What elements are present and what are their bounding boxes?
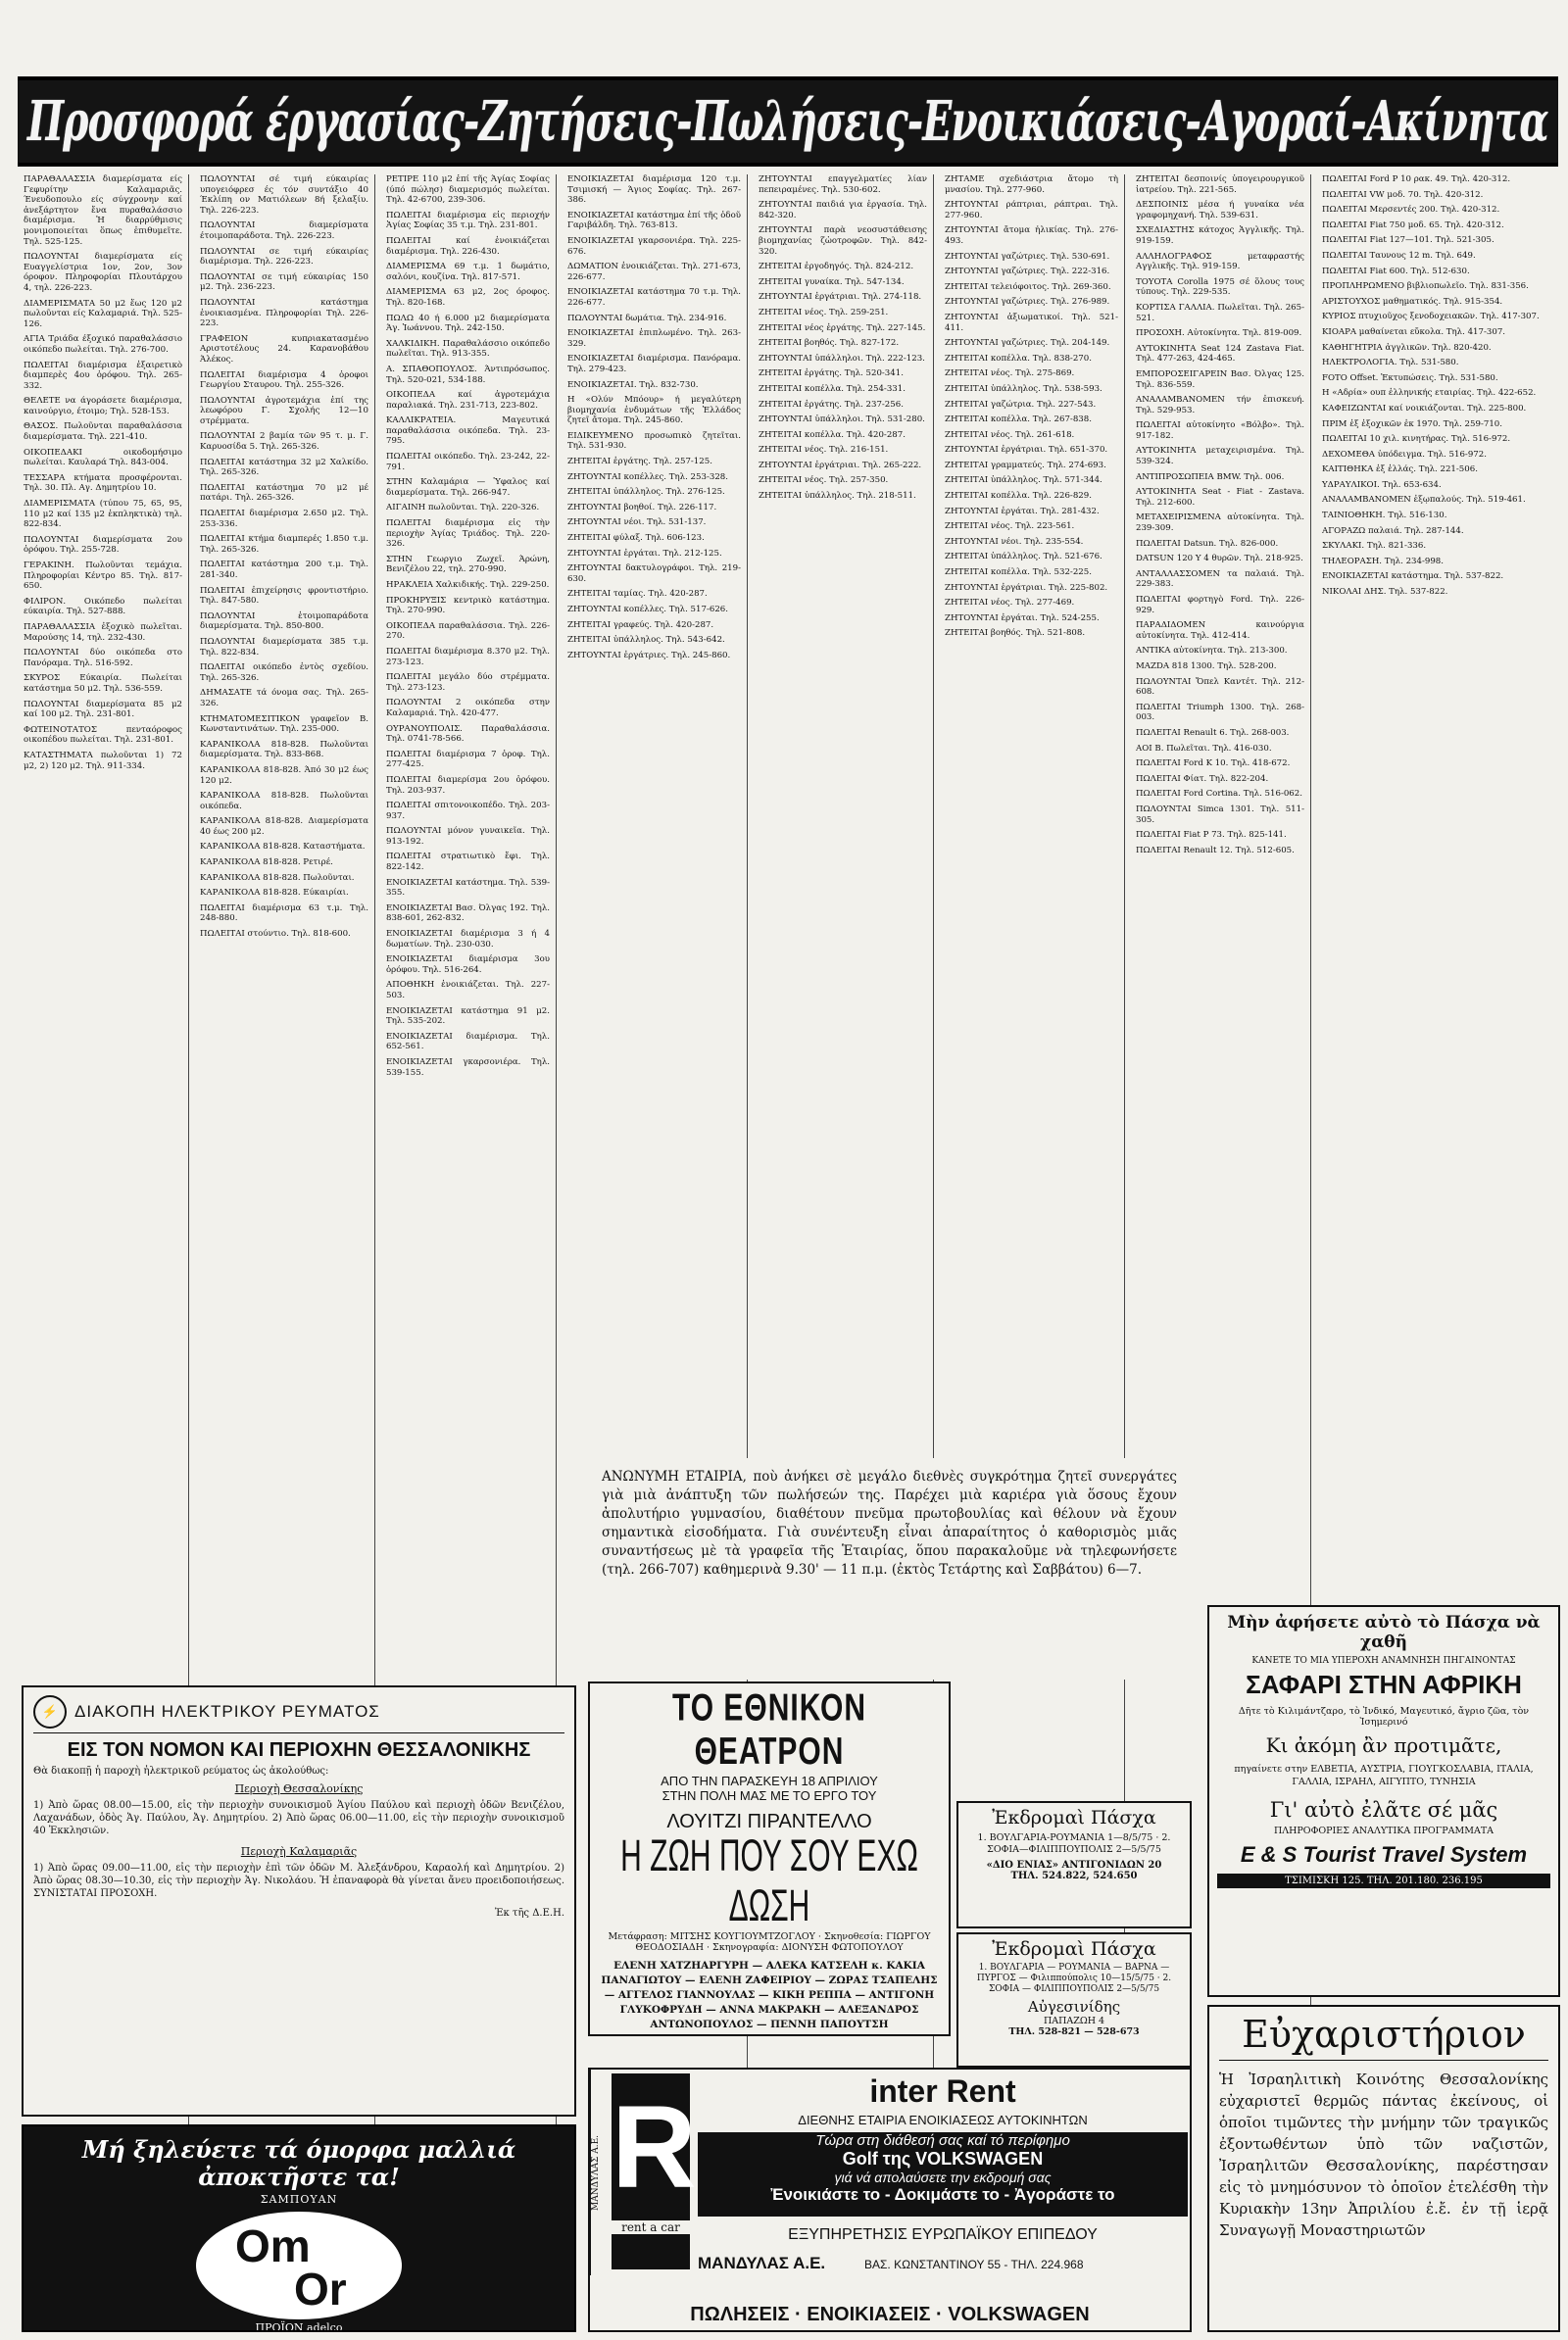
classified-ad: ΠΩΛΕΙΤΑΙ Fiat 127—101. Τηλ. 521-305. [1322, 235, 1494, 246]
power-cut-notice [22, 1685, 576, 2117]
classified-ad: ΚΑΡΑΝΙΚΟΛΑ 818-828. Εύκαιρίαι. [200, 888, 349, 899]
classified-ad: ΤΗΛΕΟΡΑΣΗ. Τηλ. 234-998. [1322, 556, 1445, 566]
safari-text-3: πηγαίνετε στην ΕΛΒΕΤΙΑ, ΑΥΣΤΡΙΑ, ΓΙΟΥΓΚΟΣΛΑΒΙΑ, ΙΤΑΛΙΑ, ΓΑΛΛΙΑ, ΙΣΡΑΗΛ, ΑΙΓΥΠΤΟ, ΤΥΝΗΣΙΑ [1234, 1764, 1534, 1787]
classified-ad: ΖΗΤΟΥΝΤΑΙ ἐργάτριαι. Τηλ. 265-222. [759, 460, 922, 470]
classified-ad: ΥΔΡΑΥΛΙΚΟΙ. Τηλ. 653-634. [1322, 479, 1442, 490]
classified-ad: ΚΑΡΑΝΙΚΟΛΑ 818-828. Ρετιρέ. [200, 857, 333, 868]
safari-contact-text: ΤΣΙΜΙΣΚΗ 125. ΤΗΛ. 201.180. 236.195 [1285, 1876, 1483, 1886]
classified-ad: ΖΗΤΟΥΝΤΑΙ κοπέλλες. Τηλ. 517-626. [567, 605, 728, 614]
classified-ad: ΔΗΜΑΣΑΤΕ τά όνομα σας. Τηλ. 265-326. [200, 688, 368, 708]
thanks-body: Ἡ Ἰσραηλιτικὴ Κοινότης Θεσσαλονίκης εὐχαριστεῖ θερμῶς πάντας ἐκείνους, οἱ ὁποῖοι τιμῶντες τὴν μνήμην τῶν τραγικῶς ἐξοντωθέντων ὑπὸ τῶν ναζιστῶν, Ἰσραηλιτῶν Θεσσαλονίκης, παρέστησαν εἰς τὸ μνημόσυνον τὸ ὁποῖον ἐτελέσθη τὴν Κυριακὴν 13ην Ἀπριλίου ἐ.ἔ. ἐν τῇ ἱερᾷ Συναγωγῇ Μοναστηριωτῶν [1219, 2071, 1548, 2239]
classified-ad: ΠΩΛΕΙΤΑΙ σπιτονοικοπέδο. Τηλ. 203-937. [386, 801, 550, 821]
safari-travel-ad [1207, 1605, 1560, 1997]
classified-ad: ΖΗΤΕΙΤΑΙ βοηθός. Τηλ. 827-172. [759, 338, 900, 349]
classified-ad: ΕΝΟΙΚΙΑΖΕΤΑΙ διαμέρισμα. Τηλ. 652-561. [386, 1031, 550, 1052]
notice-area-2: Περιοχὴ Καλαμαριᾶς [240, 1845, 358, 1858]
classified-ad: ΖΗΤΟΥΝΤΑΙ ὑπάλληλοι. Τηλ. 222-123. [759, 353, 925, 364]
classified-ad: ΠΩΛΟΥΝΤΑΙ ἀγροτεμάχια ἐπί της λεωφόρου Γ. Σχολής 12—10 στρέμματα. [200, 395, 368, 426]
classified-ad: ΚΑΡΑΝΙΚΟΛΑ 818-828. Πωλοῦνται οικόπεδα. [200, 791, 368, 811]
excursions-ad-1 [956, 1801, 1192, 1928]
excursions-2-items: 1. ΒΟΥΛΓΑΡΙΑ — ΡΟΥΜΑΝΙΑ — ΒΑΡΝΑ — ΠΥΡΓΟΣ — Φιλιππούπολις 10—15/5/75 · 2. ΣΟΦΙΑ — ΦΙΛΙΠΠΟΥΠΟΛΙΣ 2—5/5/75 [976, 1963, 1172, 1994]
classified-ad: ΖΗΤΟΥΝΤΑΙ βοηθοί. Τηλ. 226-117. [567, 502, 717, 512]
classified-ad: ΟΥΡΑΝΟΥΠΟΛΙΣ. Παραθαλάσσια. Τηλ. 0741-78-566. [386, 723, 550, 745]
classified-ad: ΖΗΤΕΙΤΑΙ νέος. Τηλ. 261-618. [945, 429, 1075, 440]
classified-ad: ΕΝΟΙΚΙΑΖΕΤΑΙ διαμέρισμα 3ου ὀρόφου. Τηλ. 516-264. [386, 954, 550, 975]
omo-logo [196, 2212, 402, 2319]
classified-ad: ΖΗΤΟΥΝΤΑΙ ἄτομα ἡλικίας. Τηλ. 276-493. [945, 225, 1118, 246]
classified-ad: ΠΩΛΟΥΝΤΑΙ κατάστημα ἐνοικιασμένα. Πληροφορίαι Τηλ. 226-223. [200, 297, 368, 329]
classified-ad: ΖΗΤΟΥΝΤΑΙ κοπέλλες. Τηλ. 253-328. [567, 471, 728, 482]
classified-ad: ΡΕΤΙΡΕ 110 μ2 ἐπί τῆς Άγίας Σοφίας (ύπό πώλησ) διαμερισμός πωλείται. Τηλ. 42-6700, 239-306. [386, 174, 550, 206]
classified-ad: ΝΙΚΟΛΑΙ ΔΗΣ. Τηλ. 537-822. [1322, 587, 1448, 598]
classified-ad: ΠΩΛΕΙΤΑΙ διαμέρισμα ἐξαιρετικὸ διαμπερὲς 4ου ὀρόφου. Τηλ. 265-332. [24, 360, 182, 391]
classified-ad: ΠΩΛΕΙΤΑΙ Μερσεντές 200. Τηλ. 420-312. [1322, 205, 1500, 216]
classified-ad: ΖΗΤΕΙΤΑΙ ἐργάτης. Τηλ. 237-256. [759, 399, 904, 410]
classified-ad: ΣΧΕΔΙΑΣΤΗΣ κάτοχος Ἀγγλικῆς. Τηλ. 919-159. [1136, 225, 1304, 246]
classified-ad: ΕΝΟΙΚΙΑΖΕΤΑΙ κατάστημα 70 τ.μ. Τηλ. 226-677. [567, 287, 741, 308]
classified-ad: ΑΡΙΣΤΟΥΧΟΣ μαθηματικός. Τηλ. 915-354. [1322, 296, 1503, 307]
classified-ad: ΖΗΤΟΥΝΤΑΙ ἐργάτριες. Τηλ. 245-860. [567, 650, 731, 660]
interrent-line-5: ΕΞΥΠΗΡΕΤΗΣΙΣ ΕΥΡΩΠΑΪΚΟΥ ΕΠΙΠΕΔΟΥ [788, 2226, 1098, 2243]
interrent-sub: ΔΙΕΘΝΗΣ ΕΤΑΙΡΙΑ ΕΝΟΙΚΙΑΣΕΩΣ ΑΥΤΟΚΙΝΗΤΩΝ [798, 2113, 1088, 2127]
classified-ad: ΚΑΡΑΝΙΚΟΛΑ 818-828. Πωλοῦνται διαμερίσματα. Τηλ. 833-868. [200, 739, 368, 760]
classified-ad: ΖΗΤΕΙΤΑΙ ὑπάλληλος. Τηλ. 521-676. [945, 552, 1102, 562]
classified-ad: ΠΩΛΕΙΤΑΙ διαμέρισμα 2.650 μ2. Τηλ. 253-336. [200, 509, 368, 529]
excursions-ad-2 [956, 1932, 1192, 2068]
classified-ad: ΠΩΛΕΙΤΑΙ φορτηγὸ Ford. Τηλ. 226-929. [1136, 595, 1304, 615]
classified-ad: ΠΩΛΕΙΤΑΙ μεγάλο δύο στρέμματα. Τηλ. 273-123. [386, 672, 550, 693]
theatre-title: ΤΟ ΕΘΝΙΚΟΝ ΘΕΑΤΡΟΝ [671, 1686, 867, 1773]
classified-ad: ΣΚΥΛΑΚΙ. Τηλ. 821-336. [1322, 541, 1427, 552]
classified-ad: ΠΡΟΠΛΗΡΩΜΕΝΟ βιβλιοπωλεῖο. Τηλ. 831-356. [1322, 281, 1529, 292]
classified-ad: ΕΙΔΙΚΕΥΜΕΝΟ προσωπικὸ ζητεῖται. Τηλ. 531-930. [567, 430, 741, 452]
classified-ad: ΖΗΤΟΥΝΤΑΙ γαζώτριες. Τηλ. 276-989. [945, 297, 1110, 308]
classified-ad: ΠΩΛΟΥΝΤΑΙ 2 οικόπεδα στην Καλαμαριά. Τηλ. 420-477. [386, 698, 550, 718]
thanks-notice [1207, 2005, 1560, 2332]
classified-ad: ΠΩΛΕΙΤΑΙ καί ἐνοικιάζεται διαμέρισμα. Τηλ. 226-430. [386, 235, 550, 257]
classified-ad: ΠΩΛΕΙΤΑΙ Φίατ. Τηλ. 822-204. [1136, 773, 1269, 784]
classified-ad: ΑΥΤΟΚΙΝΗΤΑ μεταχειρισμένα. Τηλ. 539-324. [1136, 446, 1304, 467]
interrent-line-2: Golf της VOLKSWAGEN [842, 2149, 1044, 2169]
classified-ad: ΖΗΤΕΙΤΑΙ νέος. Τηλ. 259-251. [759, 307, 889, 317]
classified-ad: ΣΤΗΝ Γεωργιο Ζωχεῖ. Άρώνη, Βενιζέλου 22, τηλ. 270-990. [386, 554, 550, 575]
classified-ad: ΓΡΑΦΕΙΟΝ κυπριακατασμένο Αριστοτέλους 24. Καρανοβάθου Άλέκος. [200, 333, 368, 365]
classified-ad: ΠΩΛΕΙΤΑΙ διαμέρισμα 63 τ.μ. Τηλ. 248-880. [200, 902, 368, 924]
classified-ad: ΠΩΛΕΙΤΑΙ στούντιο. Τηλ. 818-600. [200, 929, 351, 940]
classified-ad: ΠΩΛΕΙΤΑΙ κατάστημα 200 τ.μ. Τηλ. 281-340. [200, 560, 368, 580]
classified-ad: ΠΩΛΕΙΤΑΙ Fiat 600. Τηλ. 512-630. [1322, 266, 1470, 276]
classified-ad: ΠΡΙΜ ἐξ ἐξοχικῶν ἐκ 1970. Τηλ. 259-710. [1322, 418, 1502, 429]
classified-ad: ΚΥΡΙΟΣ πτυχιοῦχος ξενοδοχειακῶν. Τηλ. 417-307. [1322, 312, 1540, 322]
classified-ad: ΖΗΤΕΙΤΑΙ ὑπάλληλος. Τηλ. 571-344. [945, 475, 1102, 486]
classified-ad: ΘΑΣΟΣ. Πωλοῦνται παραθαλάσσια διαμερίσματα. Τηλ. 221-410. [24, 421, 182, 443]
classified-ad: ΠΩΛΕΙΤΑΙ 10 χιλ. κινητήρας. Τηλ. 516-972. [1322, 434, 1511, 445]
classified-ad: ΖΗΤΕΙΤΑΙ γυναίκα. Τηλ. 547-134. [759, 276, 905, 287]
classified-ad: ΦΙΛΙΡΟΝ. Οικόπεδο πωλείται εύκαιρία. Τηλ. 527-888. [24, 596, 182, 617]
classified-ad: ΖΗΤΕΙΤΑΙ τελειόφοιτος. Τηλ. 269-360. [945, 281, 1111, 292]
classified-ad: ΑΙΓΑΙΝΗ πωλοῦνται. Τηλ. 220-326. [386, 503, 540, 513]
classified-ad: ΖΗΤΑΜΕ σχεδιάστρια ἄτομο τὴ μνασίου. Τηλ. 277-960. [945, 174, 1118, 195]
company-recruitment-notice [588, 1458, 1191, 1680]
classified-ad: ΠΩΛΕΙΤΑΙ διαμέρισμα εἰς τὴν περιοχὴν Ἁγίας Τριάδος. Τηλ. 220-326. [386, 518, 550, 550]
classified-ad: ΖΗΤΕΙΤΑΙ ἐργοδηγός. Τηλ. 824-212. [759, 262, 914, 272]
safari-text-4: Γι' αὐτὸ ἐλᾶτε σέ μᾶς [1269, 1798, 1498, 1822]
interrent-logo [612, 2073, 697, 2269]
classified-ad: ΖΗΤΕΙΤΑΙ φύλαξ. Τηλ. 606-123. [567, 533, 705, 544]
interrent-line-1: Τώρα στη διάθεσή σας καί τό περίφημο [815, 2132, 1070, 2149]
classified-ad: ΑΝΤΙΚΑ αὐτοκίνητα. Τηλ. 213-300. [1136, 646, 1288, 657]
classified-ad: ΖΗΤΟΥΝΤΑΙ ὑπάλληλοι. Τηλ. 531-280. [759, 414, 925, 425]
notice-text-1: 1) Ἀπὸ ὥρας 08.00—15.00, εἰς τὴν περιοχὴν συνοικισμοῦ Ἁγίου Παύλου καὶ περιοχὴ ὁδῶν Βενιζέλου, Λαχανάδων, ὁδὸς Ἁγ. Παύλου, Ἀγ. Δημητρίου. 2) Ἀπὸ ὥρας 06.00—11.00, εἰς τὴν περιοχὴν συνοικισμοῦ 40 Ἐκκλησιῶν. [33, 1800, 564, 1836]
classified-ad: ΠΩΛΕΙΤΑΙ κτήμα διαμπερές 1.850 τ.μ. Τηλ. 265-326. [200, 534, 368, 555]
notice-intro: Θὰ διακοπῇ ἡ παροχὴ ἠλεκτρικοῦ ρεύματος ὡς ἀκολούθως: [33, 1766, 329, 1777]
classified-ad: ΠΩΛΕΙΤΑΙ διαμέρισμα 8.370 μ2. Τηλ. 273-123. [386, 646, 550, 667]
classified-ad: ΚΑΘΗΓΗΤΡΙΑ ἀγγλικῶν. Τηλ. 820-420. [1322, 342, 1492, 353]
classified-ad: ΖΗΤΟΥΝΤΑΙ ἑργάτριαι. Τηλ. 274-118. [759, 292, 922, 303]
classified-ad: ΖΗΤΕΙΤΑΙ δεσποινίς ὑπογειρουργικοῦ ἰατρείου. Τηλ. 221-565. [1136, 174, 1304, 195]
classified-ad: ΕΝΟΙΚΙΑΖΕΤΑΙ κατάστημα 91 μ2. Τηλ. 535-202. [386, 1005, 550, 1027]
classified-ad: ΑΥΤΟΚΙΝΗΤΑ Seat - Fiat - Zastava. Τηλ. 212-600. [1136, 487, 1304, 508]
classified-ad: ΖΗΤΟΥΝΤΑΙ ράπτριαι, ράπτραι. Τηλ. 277-960. [945, 200, 1118, 220]
classified-ad: ΖΗΤΕΙΤΑΙ ὑπάλληλος. Τηλ. 538-593. [945, 383, 1102, 394]
classified-ad: ΠΡΟΣΟΧΗ. Αὐτοκίνητα. Τηλ. 819-009. [1136, 328, 1302, 339]
classified-ad: ΕΝΟΙΚΙΑΖΕΤΑΙ κατάστημα. Τηλ. 537-822. [1322, 571, 1504, 582]
interrent-company: ΜΑΝΔΥΛΑΣ Α.Ε. [698, 2254, 826, 2272]
classified-ad: ΠΩΛΟΥΝΤΑΙ Simca 1301. Τηλ. 511-305. [1136, 804, 1304, 825]
classified-ad: ΔΩΜΑΤΙΟΝ ἐνοικιάζεται. Τηλ. 271-673, 226-677. [567, 262, 741, 282]
classified-ad: ΠΩΛΕΙΤΑΙ διαμέρισμα 4 ὀροφοι Γεωργίου Σταυρου. Τηλ. 255-326. [200, 369, 368, 391]
safari-contact [1217, 1874, 1550, 1888]
classified-ad: ΚΑΡΑΝΙΚΟΛΑ 818-828. Διαμερίσματα 40 έως 200 μ2. [200, 816, 368, 837]
classified-ad: ΖΗΤΟΥΝΤΑΙ γαζώτριες. Τηλ. 204-149. [945, 338, 1110, 349]
safari-headline: Μὴν ἀφήσετε αὐτὸ τὸ Πάσχα νὰ χαθῆ [1227, 1613, 1541, 1652]
classified-ad: ΟΙΚΟΠΕΔΑ παραθαλάσσια. Τηλ. 226-270. [386, 620, 550, 642]
classified-ad: ΓΕΡΑΚΙΝΗ. Πωλοῦνται τεμάχια. Πληροφορίαι Κέντρο 85. Τηλ. 817-650. [24, 561, 182, 592]
classified-ad: ΖΗΤΟΥΝΤΑΙ ἐργάται. Τηλ. 524-255. [945, 612, 1100, 623]
classified-ad: ΠΑΡΑΔΙΔΟΜΕΝ καινούργια αὐτοκίνητα. Τηλ. 412-414. [1136, 620, 1304, 641]
classified-ad: ΠΩΛΕΙΤΑΙ Renault 12. Τηλ. 512-605. [1136, 845, 1295, 855]
excursions-1-agency: «ΔΙΟ ΕΝΙΑΣ» ΑΝΤΙΓΟΝΙΔΩΝ 20 [986, 1860, 1162, 1871]
classified-ad: ΠΩΛΟΥΝΤΑΙ σέ τιμή εύκαιρίας υπογειόφρεσ ές τόν συντάξιο 40 Έκλίπη ον Ματιόλεων 8ή ξελαξίυ. Τηλ. 226-223. [200, 174, 368, 216]
classified-ad: ΑΓΟΡΑΖΩ παλαιά. Τηλ. 287-144. [1322, 525, 1464, 536]
classified-ad: ΣΤΗΝ Καλαμάρια — Ὑφαλος καί διαμερίσματα. Τηλ. 266-947. [386, 477, 550, 498]
deh-logo-icon: ⚡ [33, 1695, 67, 1729]
classified-ad: ΖΗΤΕΙΤΑΙ κοπέλλα. Τηλ. 420-287. [759, 429, 906, 440]
classified-ad: ΕΝΟΙΚΙΑΖΕΤΑΙ κατάστημα. Τηλ. 539-355. [386, 877, 550, 899]
classified-ad: ΟΙΚΟΠΕΔΑΚΙ οικοδομήσιμο πωλείται. Καυλαρά Τηλ. 843-004. [24, 447, 182, 468]
classified-ad: ΖΗΤΕΙΤΑΙ κοπέλλα. Τηλ. 838-270. [945, 353, 1092, 364]
classified-ad: ΚΙΟΑΡΑ μαθαίνεται εὔκολα. Τηλ. 417-307. [1322, 326, 1506, 337]
classified-ad: ΠΩΛΟΥΝΤΑΙ διαμερίσματα έτοιμοπαράδοτα. Τηλ. 226-223. [200, 220, 368, 241]
classified-ad: ΖΗΤΟΥΝΤΑΙ επαγγελματίες λίαν πεπειραμένες. Τηλ. 530-602. [759, 174, 927, 195]
classified-ad: ΕΝΟΙΚΙΑΖΕΤΑΙ γκαρσονιέρα. Τηλ. 539-155. [386, 1056, 550, 1078]
classified-ad: ΕΝΟΙΚΙΑΖΕΤΑΙ Βασ. Όλγας 192. Τηλ. 838-601, 262-832. [386, 902, 550, 924]
classified-ad: ΖΗΤΟΥΝΤΑΙ δακτυλογράφοι. Τηλ. 219-630. [567, 563, 741, 584]
excursions-1-title: Ἐκδρομαὶ Πάσχα [992, 1807, 1156, 1828]
classified-ad: ΠΩΛΕΙΤΑΙ αὐτοκίνητο «Βόλβο». Τηλ. 917-182. [1136, 420, 1304, 441]
classified-ad: ΕΜΠΟΡΟΣΕΙΓΑΡΕΙΝ Βασ. Όλγας 125. Τηλ. 836-559. [1136, 368, 1304, 390]
theatre-line-1: ΑΠΟ ΤΗΝ ΠΑΡΑΣΚΕΥΗ 18 ΑΠΡΙΛΙΟΥ [661, 1774, 878, 1788]
interrent-side-label: ΜΑΝΔΥΛΑΣ Α.Ε. [590, 2070, 609, 2275]
classified-ad: MAZDA 818 1300. Τηλ. 528-200. [1136, 660, 1277, 671]
classified-ad: ΔΙΑΜΕΡΙΣΜΑΤΑ (τύπου 75, 65, 95, 110 μ2 καί 135 μ2 ἐκπληκτικὰ) τηλ. 822-834. [24, 499, 182, 530]
classified-ad: ΠΩΛΟΥΝΤΑΙ σε τιμή εύκαιρίας 150 μ2. Τηλ. 236-223. [200, 271, 368, 293]
classified-ad: ΔΕΣΠΟΙΝΙΣ μέσα ή γυναίκα νέα γραφομηχανή. Τηλ. 539-631. [1136, 200, 1304, 220]
classified-ad: ΠΩΛΕΙΤΑΙ Ford Cortina. Τηλ. 516-062. [1136, 789, 1302, 800]
classified-ad: ΗΛΕΚΤΡΟΛΟΓΙΑ. Τηλ. 531-580. [1322, 358, 1459, 368]
classified-ad: ΠΡΟΚΗΡΥΞΙΣ κεντρικὸ κατάστημα. Τηλ. 270-990. [386, 595, 550, 616]
classified-ad: ΗΡΑΚΛΕΙΑ Χαλκιδικής. Τηλ. 229-250. [386, 580, 550, 590]
classified-ad: ΤΕΣΣΑΡΑ κτήματα προσφέρονται. Τηλ. 30. Πλ. Αγ. Δημητρίου 10. [24, 472, 182, 494]
classified-ad: ΖΗΤΟΥΝΤΑΙ παρὰ νεοσυστάθεισης βιομηχανίας ζὠοτροφῶν. Τηλ. 842-320. [759, 225, 927, 257]
interrent-offer [698, 2132, 1188, 2217]
classified-ad: ΠΩΛΟΥΝΤΑΙ μόνον γυναικεῖα. Τηλ. 913-192. [386, 826, 550, 847]
classified-ad: ΖΗΤΕΙΤΑΙ νέος ἐργάτης. Τηλ. 227-145. [759, 322, 926, 333]
classified-ad: ΕΝΟΙΚΙΑΖΕΤΑΙ διαμέρισμα 120 τ.μ. Τσιμισκή — Άγιος Σοφίας. Τηλ. 267-386. [567, 174, 741, 206]
classified-ad: ΖΗΤΕΙΤΑΙ ὑπάλληλος. Τηλ. 218-511. [759, 491, 916, 502]
classified-ad: ΖΗΤΕΙΤΑΙ κοπέλλα. Τηλ. 267-838. [945, 414, 1092, 425]
classified-ad: ΠΩΛΕΙΤΑΙ Ταυνους 12 m. Τηλ. 649. [1322, 250, 1476, 261]
interrent-brand: inter Rent [869, 2073, 1016, 2109]
classified-ad: DATSUN 120 Y 4 θυρῶν. Τηλ. 218-925. [1136, 554, 1303, 564]
theatre-author: ΛΟΥΙΤΖΙ ΠΙΡΑΝΤΕΛΛΟ [666, 1811, 872, 1832]
excursions-2-agency: Αὐγεσινίδης [1027, 1998, 1121, 2016]
classified-ad: ΠΩΛΕΙΤΑΙ διαμερίσμα 2ου ὀρόφου. Τηλ. 203-937. [386, 774, 550, 796]
classified-ad: ΠΩΛΕΙΤΑΙ VW μοδ. 70. Τηλ. 420-312. [1322, 189, 1484, 200]
classified-ad: ΖΗΤΕΙΤΑΙ κοπέλλα. Τηλ. 226-829. [945, 491, 1092, 502]
classified-ad: ΕΝΟΙΚΙΑΖΕΤΑΙ κατάστημα ἐπί τῆς ὁδοῦ Γαριβάλδη. Τηλ. 763-813. [567, 210, 741, 231]
classified-ad: ΕΝΟΙΚΙΑΖΕΤΑΙ. Τηλ. 832-730. [567, 379, 699, 390]
classified-ad: ΟΙΚΟΠΕΔΑ καί ἀγροτεμάχια παραλιακά. Τηλ. 231-713, 223-802. [386, 390, 550, 411]
interrent-address: ΒΑΣ. ΚΩΝΣΤΑΝΤΙΝΟΥ 55 - ΤΗΛ. 224.968 [864, 2258, 1084, 2271]
classified-ad: ΠΩΛΕΙΤΑΙ Triumph 1300. Τηλ. 268-003. [1136, 702, 1304, 723]
classified-ad: ΑΝΑΛΑΜΒΑΝΟΜΕΝ τήν ἐπισκευή. Τηλ. 529-953. [1136, 395, 1304, 415]
classified-ad: ΠΩΛΕΙΤΑΙ ἐπιχείρησις φροντιστήριο. Τηλ. 847-580. [200, 585, 368, 607]
classified-ad: ΖΗΤΕΙΤΑΙ κοπέλλα. Τηλ. 532-225. [945, 567, 1092, 578]
safari-text-5: ΠΛΗΡΟΦΟΡΙΕΣ ΑΝΑΛΥΤΙΚΑ ΠΡΟΓΡΑΜΜΑΤΑ [1273, 1826, 1494, 1836]
classified-ad: ΖΗΤΕΙΤΑΙ νέος. Τηλ. 216-151. [759, 445, 889, 456]
classified-ad: FOTO Offset. Ἐκτυπώσεις. Τηλ. 531-580. [1322, 372, 1498, 383]
classified-ad: ΑΠΟΘΗΚΗ ἐνοικιάζεται. Τηλ. 227-503. [386, 980, 550, 1000]
classified-ad: ΠΩΛΟΥΝΤΑΙ δωμάτια. Τηλ. 234-916. [567, 313, 727, 323]
classified-ad: ΑΥΤΟΚΙΝΗΤΑ Seat 124 Zastava Fiat. Τηλ. 477-263, 424-465. [1136, 343, 1304, 365]
notice-headline: ΕΙΣ ΤΟΝ ΝΟΜΟΝ ΚΑΙ ΠΕΡΙΟΧΗΝ ΘΕΣΣΑΛΟΝΙΚΗΣ [67, 1739, 531, 1761]
classified-ad: ΠΩΛΟΥΝΤΑΙ διαμερίσματα 2ου ὀρόφου. Τηλ. 255-728. [24, 534, 182, 556]
classified-ad: ΖΗΤΟΥΝΤΑΙ ἐργάται. Τηλ. 281-432. [945, 506, 1100, 516]
classified-ad: ΠΩΛΕΙΤΑΙ Fiat Ρ 73. Τηλ. 825-141. [1136, 830, 1287, 841]
classified-ad: ΠΩΛΟΥΝΤΑΙ διαμερίσματα είς Ευαγγελίστρια 1ον, 2ον, 3ον όροφον. Πληροφορίαι Πλουτάρχου 4, τηλ. 226-223. [24, 252, 182, 293]
classified-ad: ΔΙΑΜΕΡΙΣΜΑ 63 μ2, 2ος όροφος. Τηλ. 820-168. [386, 287, 550, 308]
classified-ad: ΑΓΙΑ Τριάδα έξοχικό παραθαλάσσιο οικόπεδο πωλείται. Τηλ. 276-700. [24, 334, 182, 355]
classified-ad: ΠΩΛΕΙΤΑΙ Datsun. Τηλ. 826-000. [1136, 538, 1279, 549]
section-banner [18, 76, 1558, 167]
classified-ad: ΠΩΛΟΥΝΤΑΙ δύο οικόπεδα στο Πανόραμα. Τηλ. 516-592. [24, 648, 182, 668]
classified-ad: ΖΗΤΟΥΝΤΑΙ ἀξιωματικοί. Τηλ. 521-411. [945, 312, 1118, 333]
theatre-credits: Μετάφραση: ΜΙΤΣΗΣ ΚΟΥΓΙΟΥΜΤΖΟΓΛΟΥ · Σκηνοθεσία: ΓΙΩΡΓΟΥ ΘΕΟΔΟΣΙΑΔΗ · Σκηνογραφία: ΔΙΟΝΥΣΗ ΦΩΤΟΠΟΥΛΟΥ [608, 1931, 931, 1953]
classified-ad: ΖΗΤΕΙΤΑΙ γραμματεύς. Τηλ. 274-693. [945, 460, 1106, 470]
classified-ad: ΚΑΦΕΙΖΩΝΤΑΙ καί νοικιάζονται. Τηλ. 225-800. [1322, 403, 1527, 414]
theatre-line-2: ΣΤΗΝ ΠΟΛΗ ΜΑΣ ΜΕ ΤΟ ΕΡΓΟ ΤΟΥ [662, 1788, 877, 1803]
banner-title: Προσφορά έργασίας-Ζητήσεις-Πωλήσεις-Ενοικιάσεις-Αγοραί-Ακίνητα [27, 89, 1548, 154]
interrent-tag: rent a car [612, 2220, 690, 2234]
safari-sub: ΚΑΝΕΤΕ ΤΟ ΜΙΑ ΥΠΕΡΟΧΗ ΑΝΑΜΝΗΣΗ ΠΗΓΑΙΝΟΝΤΑΣ [1251, 1656, 1516, 1666]
classified-ad: ΠΩΛΟΥΝΤΑΙ διαμερίσματα 85 μ2 καί 100 μ2. Τηλ. 231-801. [24, 699, 182, 720]
safari-text-2: Κι ἀκόμη ἂν προτιμᾶτε, [1265, 1733, 1502, 1757]
excursions-2-title: Ἐκδρομαὶ Πάσχα [992, 1938, 1156, 1960]
classified-ad: ΕΝΟΙΚΙΑΖΕΤΑΙ διαμέρισμα. Πανόραμα. Τηλ. 279-423. [567, 354, 741, 374]
classified-ad: ΠΩΛΩ 40 ή 6.000 μ2 διαμερίσματα Άγ. Ἰωάννου. Τηλ. 242-150. [386, 313, 550, 334]
classified-ad: ΧΑΛΚΙΔΙΚΗ. Παραθαλάσσιο οικόπεδο πωλεῖται. Τηλ. 913-355. [386, 338, 550, 360]
interrent-line-3: γιά νά απολαύσετε την εκδρομή σας [834, 2169, 1052, 2185]
classified-ad: ΜΕΤΑΧΕΙΡΙΣΜΕΝΑ αὐτοκίνητα. Τηλ. 239-309. [1136, 512, 1304, 534]
excursions-2-phone: ΤΗΛ. 528-821 — 528-673 [1008, 2026, 1140, 2037]
classified-ad: ΘΕΛΕΤΕ να άγοράσετε διαμέρισμα, καινούργιο, έτοιμο; Τηλ. 528-153. [24, 396, 182, 416]
classified-ad: ΚΑΡΑΝΙΚΟΛΑ 818-828. Άπό 30 μ2 έως 120 μ2. [200, 764, 368, 786]
safari-title: ΣΑΦΑΡΙ ΣΤΗΝ ΑΦΡΙΚΗ [1246, 1670, 1522, 1699]
classified-ad: ΕΝΟΙΚΙΑΖΕΤΑΙ ἐπιπλωμένο. Τηλ. 263-329. [567, 328, 741, 349]
classified-ad: ΖΗΤΕΙΤΑΙ νέος. Τηλ. 277-469. [945, 598, 1075, 609]
classified-ad: ΖΗΤΟΥΝΤΑΙ ἐργάται. Τηλ. 212-125. [567, 548, 722, 559]
classified-ad: ΤΟΥΟΤΑ Corolla 1975 σέ ὅλους τους τύπους. Τηλ. 229-535. [1136, 276, 1304, 298]
omo-brand-2: Or [294, 2264, 347, 2315]
classified-ad: Η «Αδρία» ουπ ἐλληνικής εταιρίας. Τηλ. 422-652. [1322, 388, 1537, 399]
classified-ad: ΕΝΟΙΚΙΑΖΕΤΑΙ διαμέρισμα 3 ή 4 δωματίων. Τηλ. 230-030. [386, 929, 550, 950]
classified-ad: ΖΗΤΕΙΤΑΙ ὑπάλληλος. Τηλ. 276-125. [567, 487, 725, 498]
classified-ad: ΖΗΤΕΙΤΑΙ γραφεύς. Τηλ. 420-287. [567, 619, 714, 630]
classified-ad: ΠΩΛΕΙΤΑΙ Renault 6. Τηλ. 268-003. [1136, 727, 1290, 738]
classified-ad: ΠΩΛΕΙΤΑΙ κατάστημα 32 μ2 Χαλκίδο. Τηλ. 265-326. [200, 457, 368, 478]
classified-ad: ΖΗΤΕΙΤΑΙ ὑπάλληλος. Τηλ. 543-642. [567, 635, 725, 646]
omo-brand-1: Om [235, 2220, 311, 2271]
classified-ad: Η «Ολύν Μπόουρ» ή μεγαλύτερη βιομηχανία ἐνδυμάτων τῆς Ἑλλάδος ζητεῖ ἄτομα. Τηλ. 245-860. [567, 395, 741, 426]
notice-org: ΔΙΑΚΟΠΗ ΗΛΕΚΤΡΙΚΟΥ ΡΕΥΜΑΤΟΣ [74, 1702, 380, 1721]
classified-ad: ΤΑΙΝΙΟΘΗΚΗ. Τηλ. 516-130. [1322, 511, 1447, 521]
safari-brand: E & S Tourist Travel System [1240, 1842, 1528, 1867]
classified-ad: ΔΙΑΜΕΡΙΣΜΑΤΑ 50 μ2 ἕως 120 μ2 πωλοῦνται είς Καλαμαριά. Τηλ. 525-126. [24, 298, 182, 329]
classified-ad: ΖΗΤΕΙΤΑΙ νέος. Τηλ. 223-561. [945, 521, 1075, 532]
classified-ad: ΠΩΛΟΥΝΤΑΙ Ὄπελ Καντέτ. Τηλ. 212-608. [1136, 676, 1304, 698]
classified-ad: ΖΗΤΟΥΝΤΑΙ γαζώτριες. Τηλ. 530-691. [945, 251, 1110, 262]
classified-ad: ΠΩΛΕΙΤΑΙ κατάστημα 70 μ2 μέ πατάρι. Τηλ. 265-326. [200, 482, 368, 504]
interrent-footer: ΠΩΛΗΣΕΙΣ · ΕΝΟΙΚΙΑΣΕΙΣ · VOLKSWAGEN [690, 2304, 1090, 2325]
classified-ad: ΑΟΙ Β. Πωλεῖται. Τηλ. 416-030. [1136, 743, 1272, 754]
theatre-cast: ΕΛΕΝΗ ΧΑΤΖΗΑΡΓΥΡΗ — ΑΛΕΚΑ ΚΑΤΣΕΛΗ κ. ΚΑΚΙΑ ΠΑΝΑΓΙΩΤΟΥ — ΕΛΕΝΗ ΖΑΦΕΙΡΙΟΥ — ΖΩΡΑΣ ΤΣΑΠΕΛΗΣ — ΑΓΓΕΛΟΣ ΓΙΑΝΝΟΥΛΑΣ — ΚΙΚΗ ΡΕΠΠΑ — ΑΝΤΙΓΟΝΗ ΓΛΥΚΟΦΡΥΔΗ — ΑΝΝΑ ΜΑΚΡΑΚΗ — ΑΛΕΞΑΝΔΡΟΣ ΑΝΤΩΝΟΠΟΥΛΟΣ — ΠΕΝΝΗ ΠΑΠΟΥΤΣΗ [601, 1960, 938, 2030]
classified-ad: ΖΗΤΟΥΝΤΑΙ ἐργάτριαι. Τηλ. 225-802. [945, 582, 1108, 593]
classified-ad: ΖΗΤΕΙΤΑΙ νέος. Τηλ. 257-350. [759, 475, 889, 486]
classified-ad: ΠΩΛΟΥΝΤΑΙ σε τιμή εύκαιρίας διαμέρισμα. Τηλ. 226-223. [200, 246, 368, 268]
classified-ad: ΕΝΟΙΚΙΑΖΕΤΑΙ γκαρσονιέρα. Τηλ. 225-676. [567, 235, 741, 257]
theatre-play: Η ΖΩΗ ΠΟΥ ΣΟΥ ΕΧΩ ΔΩΣΗ [620, 1832, 918, 1931]
classified-ad: ΑΝΤΑΛΛΑΣΣΟΜΕΝ τα παλαιά. Τηλ. 229-383. [1136, 568, 1304, 590]
safari-text-1: Δῆτε τὸ Κιλιμάντζαρο, τὸ Ἰνδικό, Μαγευτικό, ἄγριο ζῶα, τὸν Ἰσημερινό [1238, 1706, 1530, 1728]
classified-ad: ΖΗΤΟΥΝΤΑΙ νέοι. Τηλ. 531-137. [567, 517, 707, 528]
interrent-line-4: Ἐνοικιάστε το - Δοκιμάστε το - Ἀγοράστε το [770, 2185, 1115, 2204]
classified-ad: ΖΗΤΕΙΤΑΙ ταμίας. Τηλ. 420-287. [567, 589, 708, 600]
classified-ad: ΔΙΑΜΕΡΙΣΜΑ 69 τ.μ. 1 δωμάτιο, σαλόνι, κουζίνα. Τηλ. 817-571. [386, 262, 550, 282]
omo-shampoo-ad [22, 2124, 576, 2332]
classified-ad: ΠΩΛΕΙΤΑΙ Ford Ρ 10 ρακ. 49. Τηλ. 420-312. [1322, 174, 1511, 184]
excursions-1-items: 1. ΒΟΥΛΓΑΡΙΑ-ΡΟΥΜΑΝΙΑ 1—8/5/75 · 2. ΣΟΦΙΑ—ΦΙΛΙΠΠΟΥΠΟΛΙΣ 2—5/5/75 [977, 1832, 1171, 1855]
classified-ad: ΚΟΡΤΙΣΑ ΓΑΛΛΙΑ. Πωλεῖται. Τηλ. 265-521. [1136, 302, 1304, 323]
classified-ad: ΖΗΤΕΙΤΑΙ ἐργάτης. Τηλ. 520-341. [759, 368, 904, 379]
classified-ad: ΖΗΤΕΙΤΑΙ νέος. Τηλ. 275-869. [945, 368, 1075, 379]
classified-ad: ΚΑΡΑΝΙΚΟΛΑ 818-828. Καταστήματα. [200, 842, 366, 853]
classified-ad: ΠΩΛΕΙΤΑΙ οικόπεδο. Τηλ. 23-242, 22-791. [386, 452, 550, 472]
classified-ad: ΚΑΙΤΙΘΗΚΑ ἐξ ἐλλάς. Τηλ. 221-506. [1322, 464, 1478, 475]
classified-ad: ΖΗΤΕΙΤΑΙ ἐργάτης. Τηλ. 257-125. [567, 457, 712, 467]
classified-ad: ΔΕΧΟΜΕΘΑ ὑπόδειγμα. Τηλ. 516-972. [1322, 449, 1487, 460]
omo-product: ΣΑΜΠΟΥΑΝ [260, 2193, 338, 2206]
classified-ad: ΖΗΤΟΥΝΤΑΙ παιδιά για ἐργασία. Τηλ. 842-320. [759, 200, 927, 220]
classified-ad: ΖΗΤΟΥΝΤΑΙ νέοι. Τηλ. 235-554. [945, 536, 1084, 547]
classified-ad: ΑΝΤΙΠΡΟΣΩΠΕΙΑ BMW. Τηλ. 006. [1136, 471, 1285, 482]
classified-ad: ΣΚΥΡΟΣ Εύκαιρία. Πωλείται κατάστημα 50 μ2. Τηλ. 536-559. [24, 673, 182, 694]
classified-ad: ΠΩΛΕΙΤΑΙ Ford Κ 10. Τηλ. 418-672. [1136, 758, 1291, 769]
interrent-logo-letter: R [612, 2081, 697, 2213]
classified-ad: ΑΛΛΗΛΟΓΡΑΦΟΣ μεταφραστής Αγγλικῆς. Τηλ. 919-159. [1136, 251, 1304, 272]
notice-area-1: Περιοχὴ Θεσσαλονίκης [234, 1782, 364, 1795]
classified-ad: ΠΩΛΕΙΤΑΙ διαμέρισμα 7 ὀροφ. Τηλ. 277-425. [386, 749, 550, 770]
classified-ad: Α. ΣΠΑΘΟΠΟΥΛΟΣ. Άντιπρόσωπος. Τηλ. 520-021, 534-188. [386, 364, 550, 385]
thanks-title: Εὐχαριστήριον [1219, 2013, 1548, 2061]
classified-ad: ΖΗΤΟΥΝΤΑΙ ἐργάτριαι. Τηλ. 651-370. [945, 445, 1108, 456]
notice-text-2: 1) Ἀπὸ ὥρας 09.00—11.00, εἰς τὴν περιοχὴν ἐπὶ τῶν ὁδῶν Μ. Ἀλεξάνδρου, Καραολή καὶ Δημητρίου. 2) Ἀπὸ ὥρας 08.30—10.30, εἰς τὴν περιοχὴν Ἁγ. Νικολάου. Ἡ ἐπαναφορὰ θὰ γίνεται ἄνευ προειδοποιήσεως. ΣΥΝΙΣΤΑΤΑΙ ΠΡΟΣΟΧΗ. [33, 1863, 564, 1899]
interrent-ad [588, 2068, 1192, 2332]
classified-ad: ΠΩΛΕΙΤΑΙ στρατιωτικὸ ἔφι. Τηλ. 822-142. [386, 852, 550, 873]
classified-ad: ΖΗΤΕΙΤΑΙ κοπέλλα. Τηλ. 254-331. [759, 383, 906, 394]
notice-signature: Ἐκ τῆς Δ.Ε.Η. [494, 1908, 564, 1919]
classified-ad: ΖΗΤΟΥΝΤΑΙ γαζώτριες. Τηλ. 222-316. [945, 267, 1110, 277]
classified-ad: ΠΩΛΟΥΝΤΑΙ διαμερίσματα 385 τ.μ. Τηλ. 822-834. [200, 636, 368, 658]
classified-ad: ΠΑΡΑΘΑΛΑΣΣΙΑ ἐξοχικὸ πωλεῖται. Μαρούσης 14, τηλ. 232-430. [24, 621, 182, 643]
classified-ad: ΚΤΗΜΑΤΟΜΕΣΙΤΙΚΟΝ γραφεῖον Β. Κωνσταντινάτων. Τηλ. 235-000. [200, 713, 368, 735]
classified-ad: ΦΩΤΕΙΝΟΤΑΤΟΣ πενταόροφος οικοπέδου πωλείται. Τηλ. 231-801. [24, 724, 182, 746]
classified-ad: ΑΝΑΛΑΜΒΑΝΟΜΕΝ ἐξῳπαλούς. Τηλ. 519-461. [1322, 495, 1526, 506]
classified-ad: ΚΑΡΑΝΙΚΟΛΑ 818-828. Πωλοῦνται. [200, 872, 355, 883]
classified-ad: ΖΗΤΕΙΤΑΙ γαζώτρια. Τηλ. 227-543. [945, 399, 1097, 410]
classified-ad: ΠΑΡΑΘΑΛΑΣΣΙΑ διαμερίσματα είς Γεφυρίτην Καλαμαριᾶς. Ένευδοπουλο είς σύγχρονην καί ἀνεξάρτητον ἔνα πυραθαλάσσιο διαμέρισμα. Ἡ διαρρύθμισις μονιμοποιείται ὅπως ἐπιθυμεῖτε. Τηλ. 525-125. [24, 174, 182, 247]
classified-ad: ΖΗΤΕΙΤΑΙ βοηθός. Τηλ. 521-808. [945, 628, 1086, 639]
omo-slogan: Μή ξηλεύετε τά όμορφα μαλλιά ἀποκτῆστε τα! [81, 2135, 516, 2191]
classified-ad: ΚΑΤΑΣΤΗΜΑΤΑ πωλοῦνται 1) 72 μ2, 2) 120 μ2. Τηλ. 911-334. [24, 750, 182, 771]
classified-ad: ΚΑΛΛΙΚΡΑΤΕΙΑ. Μαγευτικά παραθαλάσσια οικόπεδα. Τηλ. 23-795. [386, 415, 550, 447]
company-notice-text: ΑΝΩΝΥΜΗ ΕΤΑΙΡΙΑ, ποὺ ἀνήκει σὲ μεγάλο διεθνὲς συγκρότημα ζητεῖ συνεργάτες γιὰ μιὰ ἀνάπτυξη τῶν πωλήσεών της. Παρέχει μιὰ καριέρα γιὰ ὅσους ἔχουν ἀπολυτήριο γυμνασίου, διαθέτουν πνεῦμα πρωτοβουλίας καὶ θέλουν νὰ ἔχουν σημαντικὰ εἰσοδήματα. Γιὰ συνέντευξη εἶναι ἀπαραίτητος ὁ καθορισμὸς μιᾶς συναντήσεως μὲ τὰ γραφεῖα τῆς Ἑταιρίας, ὅπου παρακαλοῦμε νὰ τηλεφωνήσετε (τηλ. 266-707) καθημερινὰ 9.30' — 11 π.μ. (ἐκτὸς Τετάρτης καὶ Σαββάτου) 6—7. [602, 1469, 1177, 1578]
classified-ad: ΠΩΛΟΥΝΤΑΙ 2 βαμία τῶν 95 τ. μ. Γ. Καρυοσίδα 5. Τηλ. 265-326. [200, 431, 368, 453]
excursions-1-phone: ΤΗΛ. 524.822, 524.650 [1010, 1871, 1138, 1881]
classified-ad: ΠΩΛΕΙΤΑΙ διαμέρισμα εἰς περιοχήν Ἁγίας Σοφίας 35 τ.μ. Τηλ. 231-801. [386, 210, 550, 231]
omo-maker: ΠΡΟΪΟΝ adelco [255, 2321, 343, 2332]
excursions-2-addr: ΠΑΠΑΖΩΗ 4 [1043, 2016, 1105, 2026]
classified-ad: ΠΩΛΟΥΝΤΑΙ ἑτοιμοπαράδοτα διαμερίσματα. Τηλ. 850-800. [200, 610, 368, 632]
classified-ad: ΠΩΛΕΙΤΑΙ οικόπεδο ἐντὸς σχεδίου. Τηλ. 265-326. [200, 662, 368, 683]
classified-ad: ΠΩΛΕΙΤΑΙ Fiat 750 μοδ. 65. Τηλ. 420-312. [1322, 219, 1504, 230]
theatre-ad [588, 1682, 951, 2036]
